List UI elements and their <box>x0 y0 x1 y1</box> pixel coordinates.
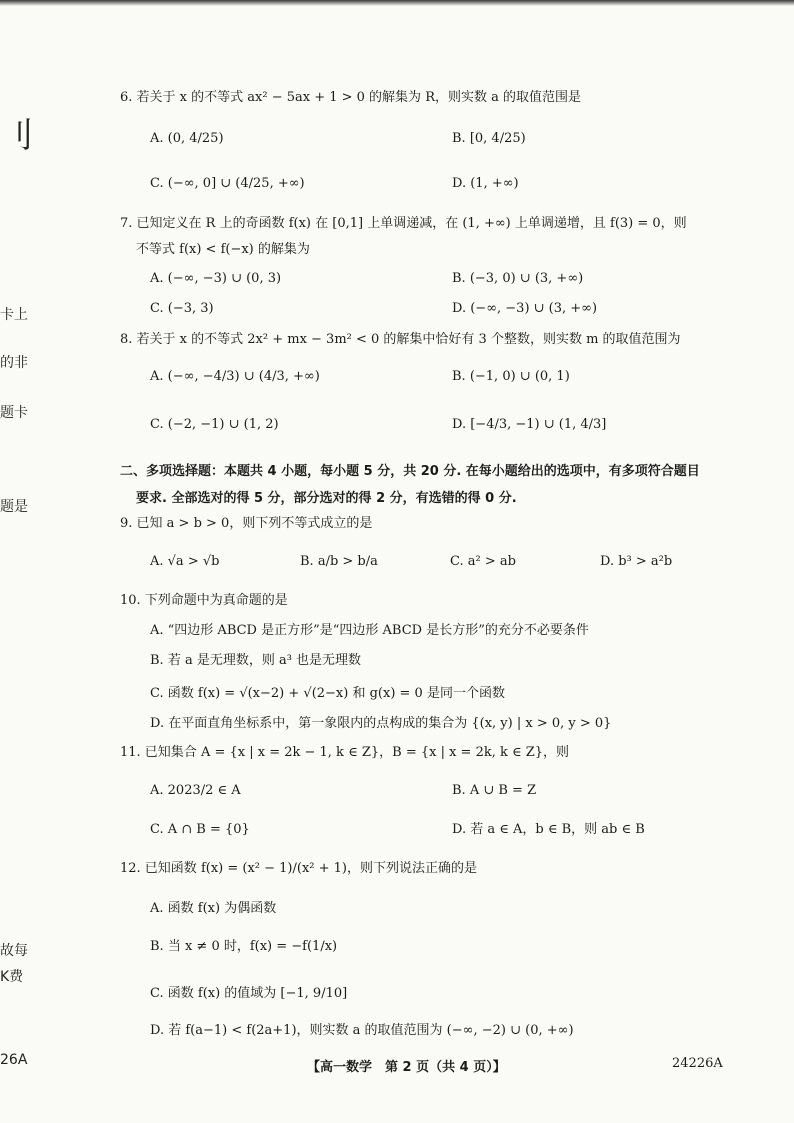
question-12-option-c: C. 函数 f(x) 的值域为 [−1, 9/10] <box>150 986 348 1001</box>
question-6-option-a: A. (0, 4/25) <box>150 131 224 146</box>
question-6-option-d: D. (1, +∞) <box>452 176 519 191</box>
question-6-stem: 6. 若关于 x 的不等式 ax² − 5ax + 1 > 0 的解集为 R，则实数 a 的取值范围是 <box>120 90 581 105</box>
margin-fragment-3: 的非 <box>0 355 28 371</box>
margin-fragment-1: 刂 <box>0 116 34 156</box>
question-7-option-a: A. (−∞, −3) ∪ (0, 3) <box>150 271 282 286</box>
question-11-option-a: A. 2023/2 ∈ A <box>150 783 241 798</box>
question-7-stem-line-1: 7. 已知定义在 R 上的奇函数 f(x) 在 [0,1] 上单调递减，在 (1, +∞) 上单调递增，且 f(3) = 0，则 <box>120 216 687 231</box>
question-8-option-a: A. (−∞, −4/3) ∪ (4/3, +∞) <box>150 369 320 384</box>
margin-fragment-2: 卡上 <box>0 307 28 323</box>
question-10-option-d: D. 在平面直角坐标系中，第一象限内的点构成的集合为 {(x, y) | x > 0, y > 0} <box>150 716 612 731</box>
question-8-option-d: D. [−4/3, −1) ∪ (1, 4/3] <box>452 417 607 432</box>
question-6-option-b: B. [0, 4/25) <box>452 131 526 146</box>
question-12-option-b: B. 当 x ≠ 0 时，f(x) = −f(1/x) <box>150 939 338 954</box>
question-10-option-c: C. 函数 f(x) = √(x−2) + √(2−x) 和 g(x) = 0 是同一个函数 <box>150 686 505 701</box>
margin-fragment-5: 题是 <box>0 499 28 515</box>
section-2-heading-line-1: 二、多项选择题：本题共 4 小题，每小题 5 分，共 20 分. 在每小题给出的选项中，有多项符合题目 <box>120 464 700 479</box>
margin-fragment-7: K费 <box>0 969 24 985</box>
question-7-option-b: B. (−3, 0) ∪ (3, +∞) <box>452 271 584 286</box>
question-7-option-d: D. (−∞, −3) ∪ (3, +∞) <box>452 301 598 316</box>
question-6-option-c: C. (−∞, 0] ∪ (4/25, +∞) <box>150 176 305 191</box>
question-9-stem: 9. 已知 a > b > 0，则下列不等式成立的是 <box>120 516 373 531</box>
question-12-option-d: D. 若 f(a−1) < f(2a+1)，则实数 a 的取值范围为 (−∞, −2) ∪ (0, +∞) <box>150 1023 574 1038</box>
question-11-option-d: D. 若 a ∈ A，b ∈ B，则 ab ∈ B <box>452 822 645 837</box>
question-11-option-c: C. A ∩ B = {0} <box>150 822 250 837</box>
question-11-option-b: B. A ∪ B = Z <box>452 783 537 798</box>
question-10-stem: 10. 下列命题中为真命题的是 <box>120 593 288 608</box>
question-9-option-a: A. √a > √b <box>150 554 220 569</box>
page-footer-label: 【高一数学 第 2 页（共 4 页）】 <box>307 1060 506 1075</box>
question-7-option-c: C. (−3, 3) <box>150 301 214 316</box>
question-9-option-d: D. b³ > a²b <box>600 554 673 569</box>
question-11-stem: 11. 已知集合 A = {x | x = 2k − 1, k ∈ Z}，B = {x | x = 2k, k ∈ Z}，则 <box>120 745 570 760</box>
section-2-heading-line-2: 要求. 全部选对的得 5 分，部分选对的得 2 分，有选错的得 0 分. <box>136 491 517 506</box>
page-edge-shadow <box>0 0 794 6</box>
margin-fragment-4: 题卡 <box>0 405 28 421</box>
question-9-option-c: C. a² > ab <box>450 554 516 569</box>
question-9-option-b: B. a/b > b/a <box>300 554 378 569</box>
question-8-option-c: C. (−2, −1) ∪ (1, 2) <box>150 417 279 432</box>
question-10-option-a: A. “四边形 ABCD 是正方形”是“四边形 ABCD 是长方形”的充分不必要条件 <box>150 623 589 638</box>
question-8-option-b: B. (−1, 0) ∪ (0, 1) <box>452 369 570 384</box>
margin-fragment-6: 故每 <box>0 943 28 959</box>
question-7-stem-line-2: 不等式 f(x) < f(−x) 的解集为 <box>136 242 310 257</box>
margin-fragment-8: 26A <box>0 1052 28 1068</box>
question-12-option-a: A. 函数 f(x) 为偶函数 <box>150 901 277 916</box>
question-12-stem: 12. 已知函数 f(x) = (x² − 1)/(x² + 1)，则下列说法正确的是 <box>120 861 477 876</box>
page-footer-code: 24226A <box>672 1056 723 1071</box>
question-10-option-b: B. 若 a 是无理数，则 a³ 也是无理数 <box>150 653 362 668</box>
question-8-stem: 8. 若关于 x 的不等式 2x² + mx − 3m² < 0 的解集中恰好有 3 个整数，则实数 m 的取值范围为 <box>120 332 681 347</box>
